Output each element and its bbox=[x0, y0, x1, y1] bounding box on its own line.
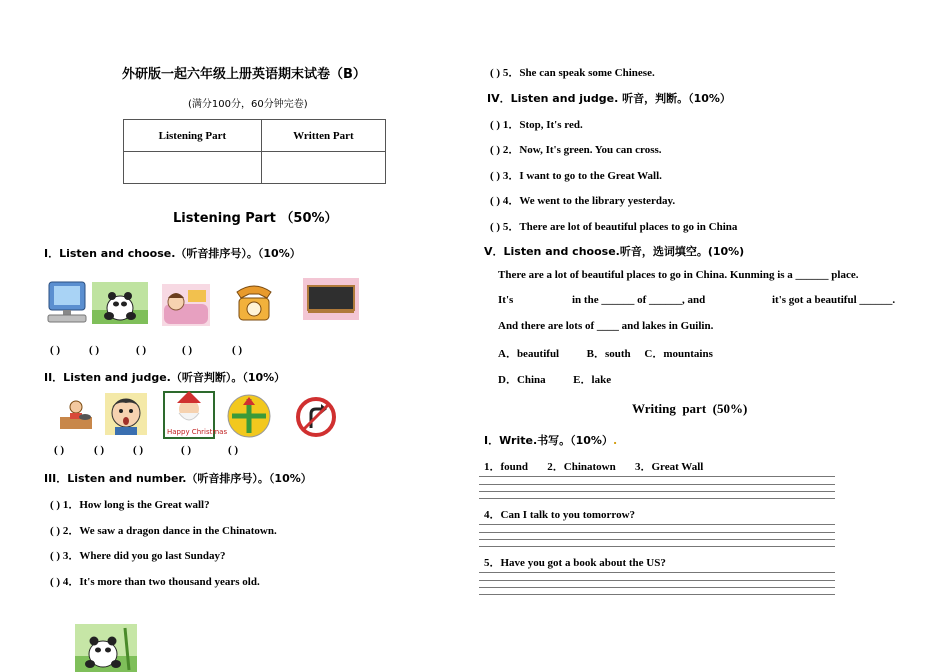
writing-heading: Writing part (50%) bbox=[632, 401, 748, 416]
writing-line-3b[interactable] bbox=[479, 580, 835, 581]
section2-blank-4[interactable]: ( ) bbox=[181, 444, 192, 456]
section5-options-row-2: D．China E．lake bbox=[498, 374, 612, 386]
section3-item-4[interactable]: ( ) 4．It's more than two thousand years old. bbox=[50, 576, 260, 588]
panda-image bbox=[92, 282, 148, 324]
section2-blank-2[interactable]: ( ) bbox=[94, 444, 105, 456]
computer-image bbox=[46, 280, 88, 324]
writing-line-3d[interactable] bbox=[479, 594, 835, 595]
writing-section-heading bbox=[484, 432, 617, 448]
panda-bottom-image bbox=[75, 624, 137, 672]
section4-item-1[interactable]: ( ) 1．Stop, It's red. bbox=[490, 119, 583, 131]
no-right-turn-sign-image bbox=[295, 396, 337, 438]
traffic-sign-image bbox=[226, 393, 272, 439]
section4-item-5[interactable]: ( ) 5．There are lot of beautiful places to go in China bbox=[490, 221, 738, 233]
writing-line-1b[interactable] bbox=[479, 484, 835, 485]
writing-line-1d[interactable] bbox=[479, 498, 835, 499]
writing-line-2c[interactable] bbox=[479, 539, 835, 540]
writing-line-3c[interactable] bbox=[479, 587, 835, 588]
section3-item-5[interactable]: ( ) 5．She can speak some Chinese. bbox=[490, 67, 655, 79]
score-cell-listening[interactable] bbox=[124, 152, 262, 184]
section2-heading: II．Listen and judge.（听音判断）。（10%） bbox=[44, 371, 286, 384]
section2-blank-1[interactable]: ( ) bbox=[54, 444, 65, 456]
christmas-card-image bbox=[163, 391, 228, 439]
score-table bbox=[123, 119, 386, 184]
writing-line-2a[interactable] bbox=[479, 524, 835, 525]
section5-line-1: There are a lot of beautiful places to go in China. Kunming is a ______ place. bbox=[498, 269, 859, 281]
section5-line-2a: It's bbox=[498, 294, 514, 306]
writing-line-3a[interactable] bbox=[479, 572, 835, 573]
writing-line-2b[interactable] bbox=[479, 532, 835, 533]
section4-item-3[interactable]: ( ) 3．I want to go to the Great Wall. bbox=[490, 170, 662, 182]
score-cell-written[interactable] bbox=[261, 152, 385, 184]
section1-blank-3[interactable]: ( ) bbox=[136, 344, 147, 356]
writing-line-1c[interactable] bbox=[479, 491, 835, 492]
section3-item-3[interactable]: ( ) 3．Where did you go last Sunday? bbox=[50, 550, 226, 562]
section4-heading: IV．Listen and judge. 听音，判断。（10%） bbox=[487, 92, 731, 105]
christmas-card-text: Happy Christmas bbox=[167, 428, 228, 436]
blackboard-image bbox=[303, 278, 359, 320]
writing-section-title: I．Write.书写。（10%） bbox=[484, 434, 613, 447]
score-header-listening: Listening Part bbox=[124, 120, 262, 152]
section4-item-2[interactable]: ( ) 2．Now, It's green. You can cross. bbox=[490, 144, 662, 156]
writing-words: 1．found 2．Chinatown 3．Great Wall bbox=[484, 461, 704, 473]
section1-blank-1[interactable]: ( ) bbox=[50, 344, 61, 356]
section3-item-1[interactable]: ( ) 1．How long is the Great wall? bbox=[50, 499, 210, 511]
writing-question-4: 4．Can I talk to you tomorrow? bbox=[484, 509, 636, 521]
writing-section-dot: . bbox=[612, 434, 618, 447]
section4-item-4[interactable]: ( ) 4．We went to the library yesterday. bbox=[490, 195, 676, 207]
writing-question-5: 5．Have you got a book about the US? bbox=[484, 557, 666, 569]
listening-heading: Listening Part （50%） bbox=[173, 211, 338, 226]
cooking-person-image bbox=[58, 397, 94, 431]
sleeping-person-image bbox=[162, 284, 210, 326]
section1-blank-5[interactable]: ( ) bbox=[232, 344, 243, 356]
page-title: 外研版一起六年级上册英语期末试卷（B） bbox=[122, 67, 366, 82]
section5-line-3: And there are lots of ____ and lakes in Guilin. bbox=[498, 320, 714, 332]
section2-blank-3[interactable]: ( ) bbox=[133, 444, 144, 456]
section5-options-row-1: A．beautiful B．south C．mountains bbox=[498, 348, 713, 360]
section5-heading: V．Listen and choose.听音，选词填空。(10%) bbox=[484, 245, 745, 258]
score-header-written: Written Part bbox=[261, 120, 385, 152]
section1-blank-4[interactable]: ( ) bbox=[182, 344, 193, 356]
surprised-boy-image bbox=[105, 393, 147, 435]
section3-heading: III．Listen and number.（听音排序号）。（10%） bbox=[44, 472, 312, 485]
writing-line-2d[interactable] bbox=[479, 546, 835, 547]
writing-line-1a[interactable] bbox=[479, 476, 835, 477]
section5-line-2c: it's got a beautiful ______. bbox=[772, 294, 896, 306]
subtitle: (满分100分，60分钟完卷) bbox=[188, 99, 308, 110]
section1-blank-2[interactable]: ( ) bbox=[89, 344, 100, 356]
telephone-image bbox=[231, 280, 277, 324]
section3-item-2[interactable]: ( ) 2．We saw a dragon dance in the Chinatown. bbox=[50, 525, 277, 537]
section1-heading: I．Listen and choose.（听音排序号）。（10%） bbox=[44, 247, 301, 260]
section5-line-2b: in the ______ of ______, and bbox=[572, 294, 706, 306]
section2-blank-5[interactable]: ( ) bbox=[228, 444, 239, 456]
